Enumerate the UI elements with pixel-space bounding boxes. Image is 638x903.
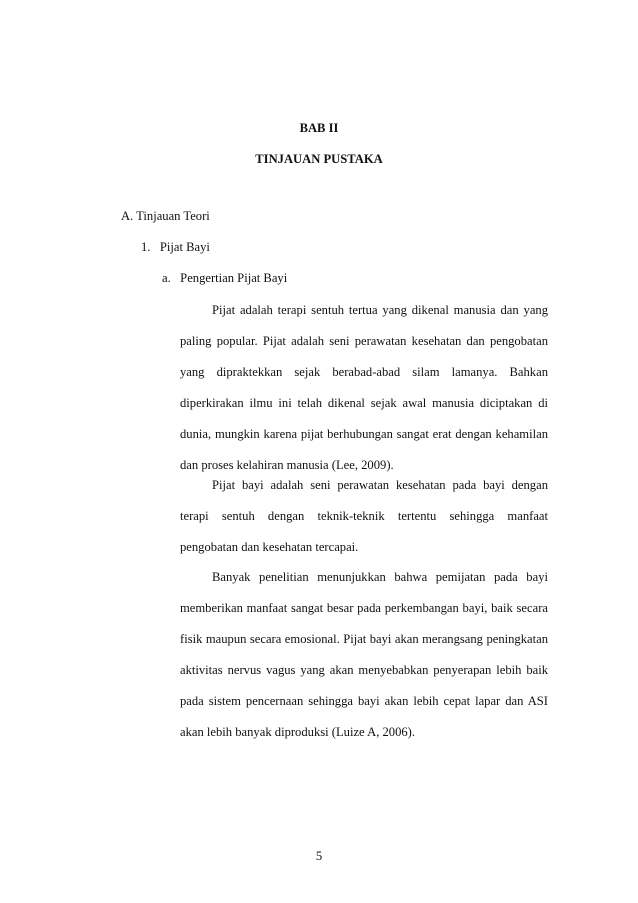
paragraph: Pijat bayi adalah seni perawatan kesehatan pada bayi dengan terapi sentuh dengan teknik-teknik tertentu sehingga manfaat pengobatan dan kesehatan tercapai.	[180, 478, 548, 554]
subsection-heading: 1. Pijat Bayi	[141, 240, 210, 254]
chapter-title: TINJAUAN PUSTAKA	[255, 152, 383, 166]
paragraph: Pijat adalah terapi sentuh tertua yang dikenal manusia dan yang paling popular. Pijat adalah seni perawatan kesehatan dan pengobatan yang dipraktekkan sejak berabad-abad silam lamanya. Bahkan diperkirakan ilmu ini telah dikenal sejak awal manusia diciptakan di dunia, mungkin karena pijat berhubungan sangat erat dengan kehamilan dan proses kelahiran manusia (Lee, 2009).	[180, 303, 548, 472]
subsubsection-heading: a. Pengertian Pijat Bayi	[162, 271, 288, 285]
page-number: 5	[315, 849, 323, 863]
section-heading: A. Tinjauan Teori	[121, 209, 210, 223]
chapter-number: BAB II	[299, 121, 339, 135]
paragraph: Banyak penelitian menunjukkan bahwa pemijatan pada bayi memberikan manfaat sangat besar pada perkembangan bayi, baik secara fisik maupun secara emosional. Pijat bayi akan merangsang peningkatan aktivitas nervus vagus yang akan menyebabkan penyerapan lebih baik pada sistem pencernaan sehingga bayi akan lebih cepat lapar dan ASI akan lebih banyak diproduksi (Luize A, 2006).	[180, 570, 548, 739]
